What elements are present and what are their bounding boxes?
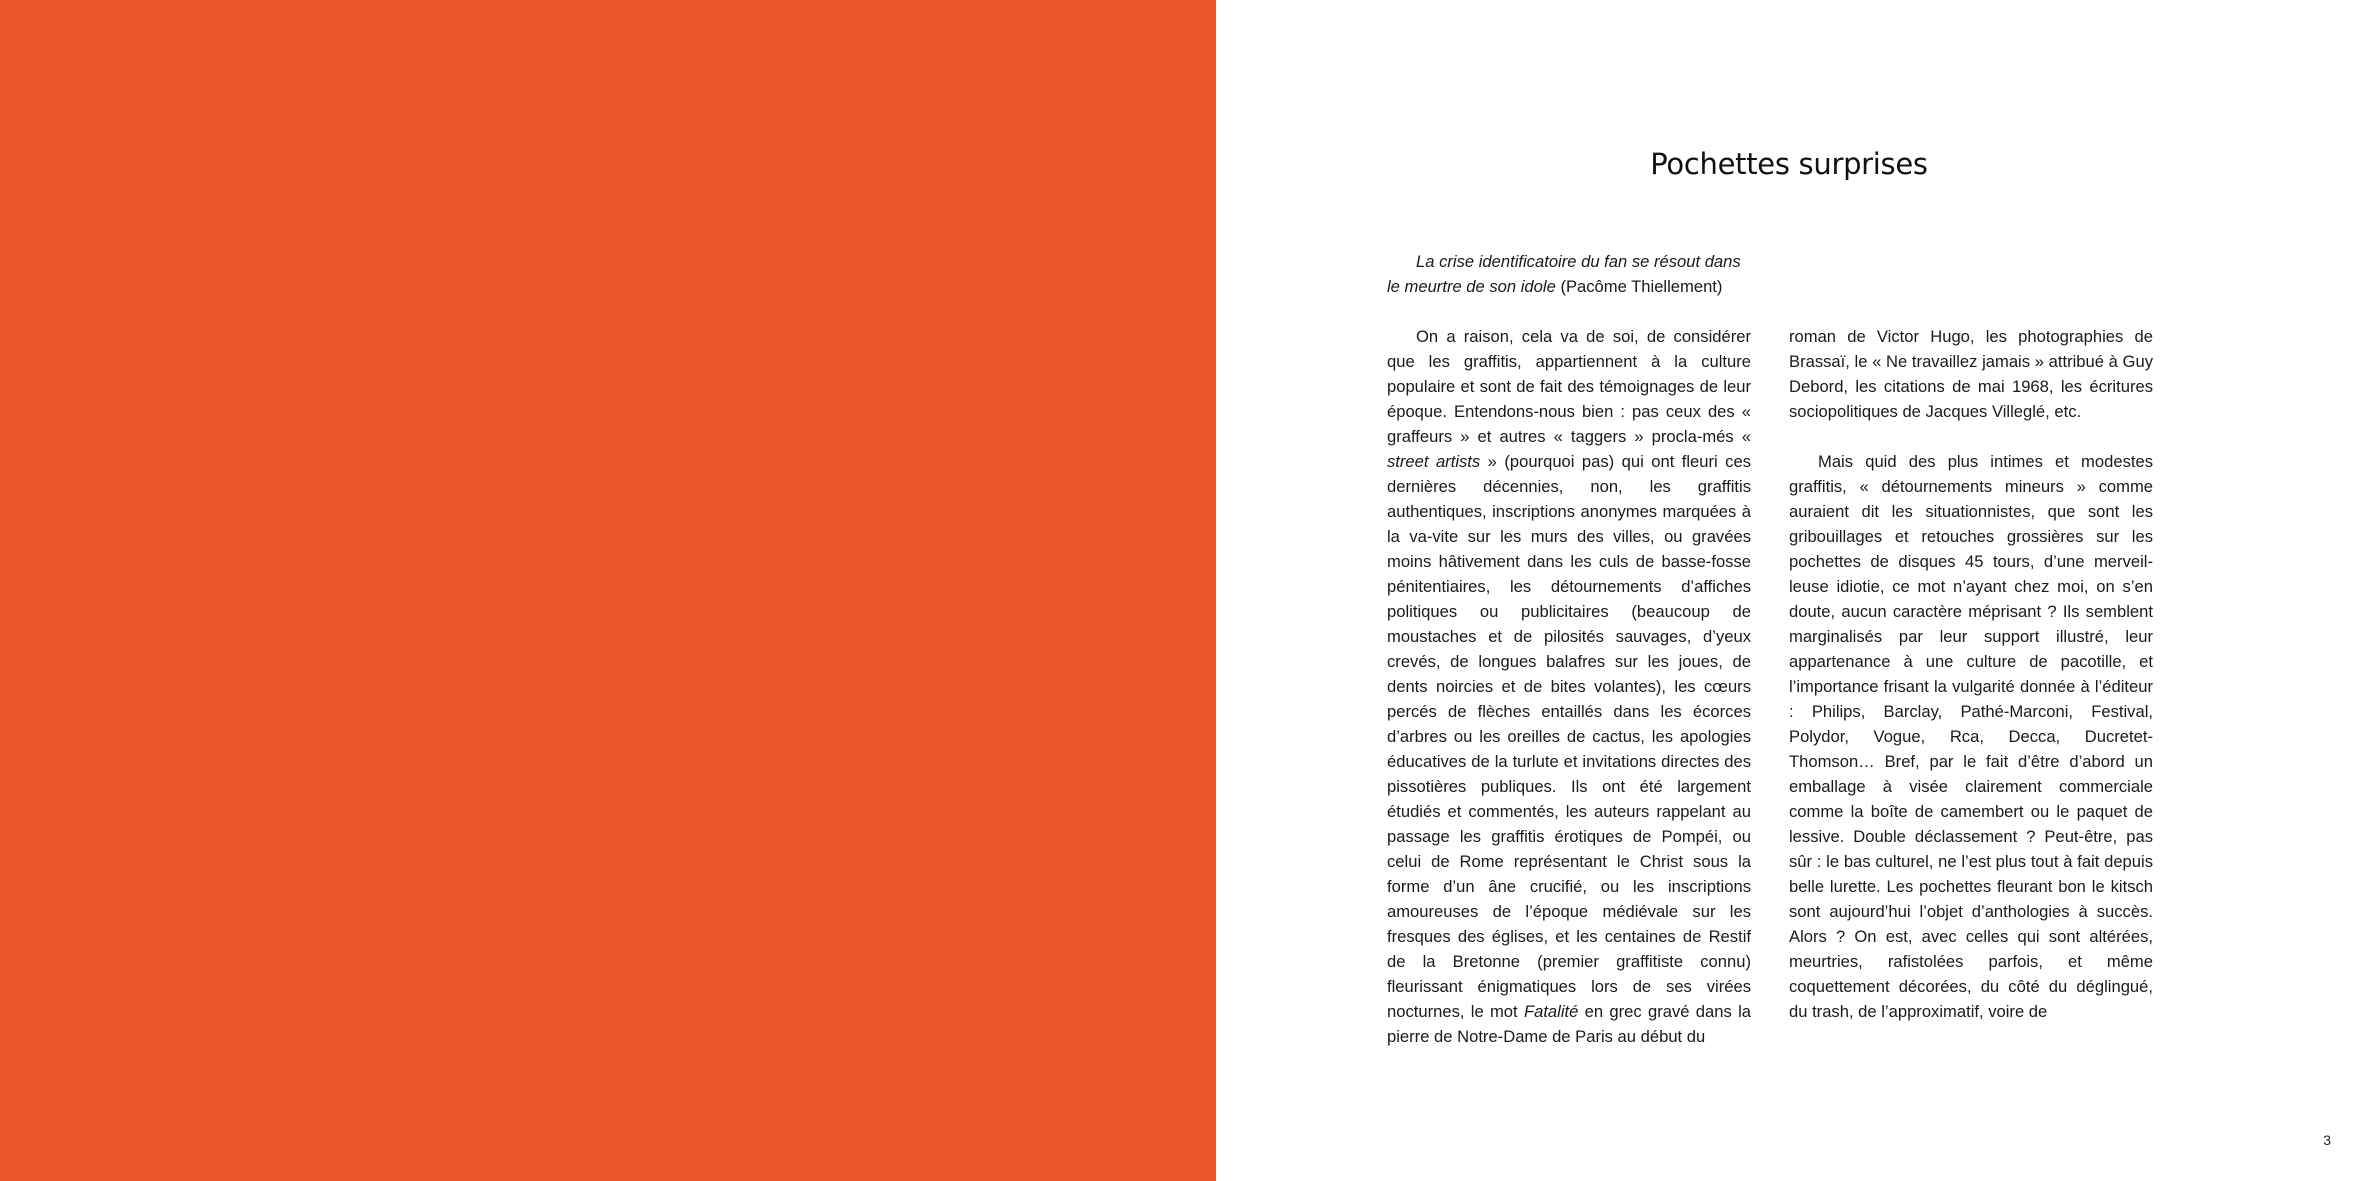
text-column-left	[1387, 324, 1751, 1049]
paragraph-1	[1387, 324, 1751, 1049]
epigraph	[1387, 249, 1751, 299]
epigraph-attribution: (Pacôme Thiellement)	[1560, 277, 1723, 296]
page-title: Pochettes surprises	[1650, 147, 1928, 181]
italic-street-artists: street artists	[1387, 452, 1481, 471]
paragraph-1-part-a: On a raison, cela va de soi, de considérer que les graffitis, appartiennent à la culture populaire et sont de fait des témoignages de leur époque. Entendons-nous bien : pas ceux des « graffeurs » et autres « taggers » procla-més «	[1387, 327, 1751, 446]
page-number: 3	[2323, 1132, 2331, 1148]
text-page	[1216, 0, 2362, 1181]
paragraph-1-part-b: » (pourquoi pas) qui ont fleuri ces dernières décennies, non, les graffitis authentiques, inscriptions anonymes marquées à la va-vite sur les murs des villes, ou gravées moins hâtivement dans les culs de basse-fosse pénitentiaires, les détournements d’affiches politiques ou publicitaires (beaucoup de moustaches et de pilosités sauvages, d’yeux crevés, de longues balafres sur les joues, de dents noircies et de bites volantes), les cœurs percés de flèches entaillés dans les écorces d’arbres ou les oreilles de cactus, les apologies éducatives de la turlute et invitations directes des pissotières publiques. Ils ont été largement étudiés et commentés, les auteurs rappelant au passage les graffitis érotiques de Pompéi, ou celui de Rome représentant le Christ sous la forme d’un âne crucifié, ou les inscriptions amoureuses de l’époque médiévale sur les fresques des églises, et les centaines de Restif de la Bretonne (premier graffitiste connu) fleurissant énigmatiques lors de ses virées nocturnes, le mot	[1387, 452, 1751, 1021]
epigraph-quote: La crise identificatoire du fan se résout dans le meurtre de son idole	[1387, 252, 1741, 296]
paragraph-1-continued: roman de Victor Hugo, les photographies de Brassaï, le « Ne travaillez jamais » attribué à Guy Debord, les citations de mai 1968, les écritures sociopolitiques de Jacques Villeglé, etc.	[1789, 327, 2153, 421]
italic-fatalite: Fatalité	[1523, 1002, 1579, 1021]
text-column-right	[1789, 324, 2153, 1024]
paragraph-2: Mais quid des plus intimes et modestes graffitis, « détournements mineurs » comme auraient dit les situationnistes, que sont les gribouillages et retouches grossières sur les pochettes de disques 45 tours, d’une merveil-leuse idiotie, ce mot n’ayant chez moi, on s’en doute, aucun caractère méprisant ? Ils semblent marginalisés par leur support illustré, leur appartenance à une culture de pacotille, et l’importance frisant la vulgarité donnée à l’éditeur : Philips, Barclay, Pathé-Marconi, Festival, Polydor, Vogue, Rca, Decca, Ducretet-Thomson… Bref, par le fait d’être d’abord un emballage à visée clairement commerciale comme la boîte de camembert ou le paquet de lessive. Double déclassement ? Peut-être, pas sûr : le bas culturel, ne l’est plus tout à fait depuis belle lurette. Les pochettes fleurant bon le kitsch sont aujourd’hui l’objet d’anthologies à succès. Alors ? On est, avec celles qui sont altérées, meurtries, rafistolées parfois, et même coquettement décorées, du côté du déglingué, du trash, de l’approximatif, voire de	[1789, 452, 2153, 1021]
paragraph-1-part-c: en grec gravé dans la pierre de Notre-Dame de Paris au début du	[1387, 1002, 1751, 1046]
